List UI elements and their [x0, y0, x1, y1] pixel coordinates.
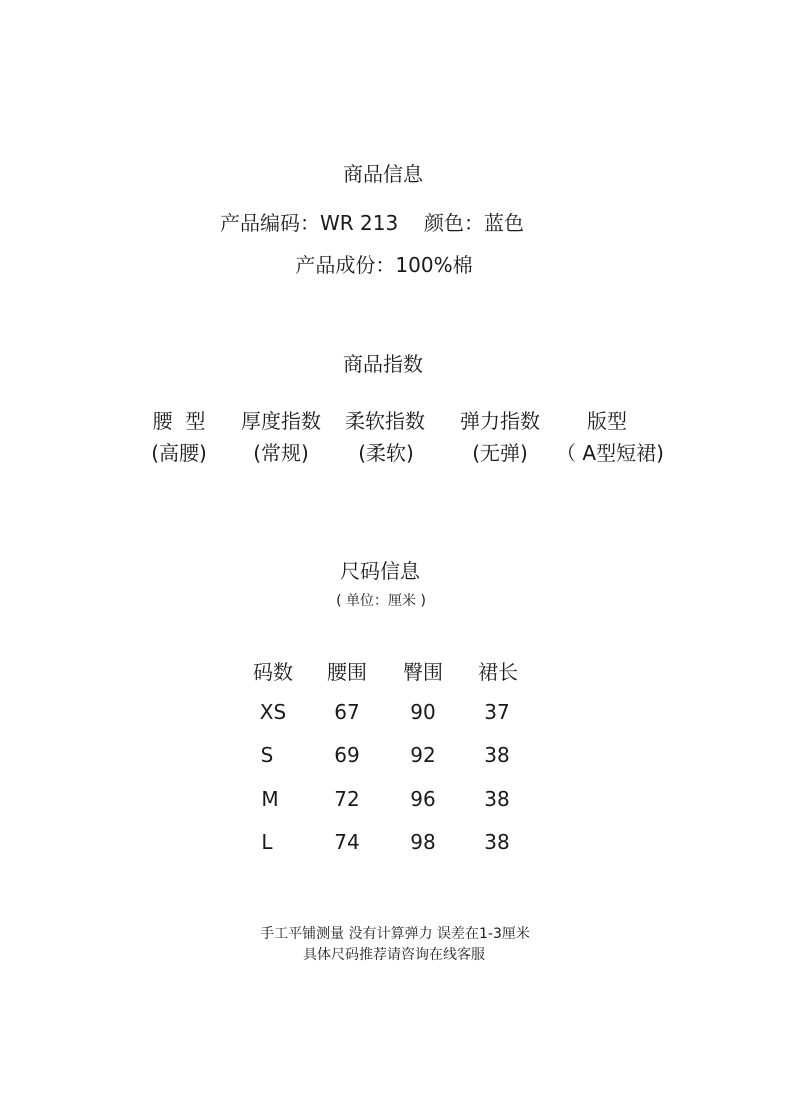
- index-name-waist: 腰 型: [152, 409, 206, 433]
- table-cell: 38: [484, 743, 510, 767]
- table-cell: 96: [410, 787, 436, 811]
- table-cell: 38: [484, 787, 510, 811]
- table-cell: 74: [334, 830, 360, 854]
- product-index-title: 商品指数: [343, 352, 423, 376]
- index-value-fit: （ A型短裙): [556, 441, 664, 465]
- index-value-waist: (高腰): [151, 441, 207, 465]
- size-header-size: 码数: [253, 660, 293, 684]
- size-header-hip: 臀围: [403, 660, 443, 684]
- index-value-softness: (柔软): [358, 441, 414, 465]
- size-info-title: 尺码信息: [340, 559, 420, 583]
- table-cell: M: [261, 787, 279, 811]
- size-header-waist: 腰围: [327, 660, 367, 684]
- index-name-fit: 版型: [587, 409, 627, 433]
- service-note: 具体尺码推荐请咨询在线客服: [303, 947, 485, 963]
- table-cell: 92: [410, 743, 436, 767]
- index-name-softness: 柔软指数: [345, 409, 425, 433]
- table-cell: S: [260, 743, 274, 767]
- product-code: 产品编码：WR 213: [220, 211, 399, 235]
- table-cell: 37: [484, 700, 510, 724]
- measurement-note: 手工平铺测量 没有计算弹力 误差在1-3厘米: [260, 926, 530, 942]
- table-cell: XS: [259, 700, 287, 724]
- table-cell: 69: [334, 743, 360, 767]
- table-cell: L: [261, 830, 273, 854]
- product-info-title: 商品信息: [343, 162, 423, 186]
- size-unit: ( 单位：厘米 ): [336, 593, 426, 609]
- table-cell: 90: [410, 700, 436, 724]
- product-material: 产品成份：100%棉: [295, 253, 473, 277]
- table-cell: 67: [334, 700, 360, 724]
- index-name-elasticity: 弹力指数: [460, 409, 540, 433]
- table-cell: 98: [410, 830, 436, 854]
- table-cell: 38: [484, 830, 510, 854]
- index-value-thickness: (常规): [253, 441, 309, 465]
- product-color: 颜色：蓝色: [424, 211, 524, 235]
- table-cell: 72: [334, 787, 360, 811]
- index-name-thickness: 厚度指数: [241, 409, 321, 433]
- index-value-elasticity: (无弹): [472, 441, 528, 465]
- size-header-length: 裙长: [478, 660, 518, 684]
